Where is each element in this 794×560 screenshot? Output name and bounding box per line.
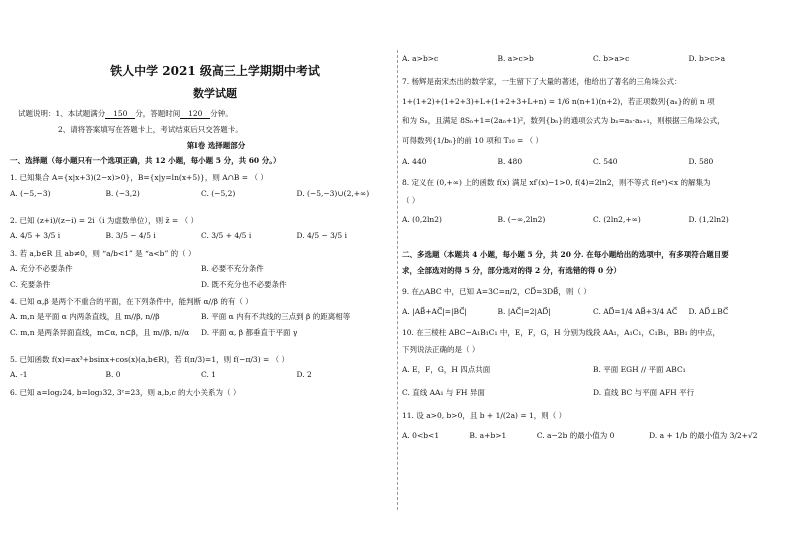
option: C. m,n 是两条异面直线，m⊂α, n⊂β，且 m//β, n//α [10, 327, 190, 337]
question-stem: 8. 定义在 (0,+∞) 上的函数 f(x) 满足 xf′(x)−1>0, f(4)=2ln2，则不等式 f(eˣ)<x 的解集为 [402, 178, 711, 188]
option: C. 540 [593, 156, 618, 166]
option: A. 0<b<1 [402, 430, 440, 440]
option: D. (1,2ln2) [688, 215, 729, 224]
question-line: 下列说法正确的是（ ） [402, 345, 480, 355]
option: A. -1 [10, 370, 28, 380]
option: C. 直线 AA₁ 与 FH 异面 [402, 388, 485, 397]
option: A. E，F，G，H 四点共面 [402, 364, 491, 374]
option-row [402, 157, 784, 166]
option: B. 平面 EGH // 平面 ABC₁ [593, 364, 686, 374]
option: B. (−∞,2ln2) [497, 215, 546, 224]
option: C. a−2b 的最小值为 0 [536, 430, 615, 440]
exam-subtitle: 数学试题 [193, 87, 237, 100]
option: B. (−3,2) [105, 188, 140, 198]
option-row [402, 54, 784, 63]
instruction-1 [18, 109, 392, 119]
option: D. 2 [296, 370, 312, 380]
section-heading: 一、选择题（每小题只有一个选项正确，共 12 小题，每小题 5 分，共 60 分。） [10, 155, 281, 165]
option-row [10, 189, 392, 198]
option-row [402, 307, 784, 316]
question-stem: 11. 设 a>0, b>0，且 b + 1/(2a) = 1，则（ ） [402, 411, 567, 421]
question-stem: 9. 在△ABC 中，已知 A=3C=π/2，CD⃗=3DB⃗，则（ ） [402, 287, 591, 297]
question-stem: 6. 已知 a=log₂24, b=log₃32, 3ᶜ=23，则 a,b,c 的大小关系为（ ） [10, 387, 241, 397]
option: D. 580 [688, 156, 714, 166]
time-value: 120 [180, 109, 210, 119]
exam-title: 铁人中学 2021 级高三上学期期中考试 [110, 64, 320, 78]
option: B. 0 [105, 370, 121, 380]
option: C. 1 [201, 370, 217, 380]
option: B. 必要不充分条件 [201, 264, 264, 274]
score-value: 150 [105, 109, 135, 119]
right-column [402, 52, 784, 440]
option: C. b>a>c [593, 54, 630, 63]
option: A. a>b>c [402, 54, 439, 63]
left-column [10, 52, 392, 397]
question-stem: 3. 若 a,b∈R 且 ab≠0，则 “a/b<1” 是 “a<b” 的（ ） [10, 248, 196, 258]
option: B. 480 [497, 156, 523, 166]
option-grid [10, 264, 392, 289]
option: B. a+b>1 [469, 430, 507, 440]
option: A. m,n 是平面 α 内两条直线，且 m//β, n//β [10, 312, 160, 322]
option-row [402, 431, 784, 440]
question-stem: 4. 已知 α,β 是两个不重合的平面，在下列条件中，能判断 α//β 的有（ ） [10, 296, 253, 306]
option: B. |AC⃗|=2|AD⃗| [497, 306, 551, 316]
option: D. AD⃗⊥BC⃗ [688, 306, 729, 316]
option: A. 充分不必要条件 [10, 264, 73, 274]
option: A. (0,2ln2) [402, 215, 442, 224]
column-divider [397, 50, 398, 510]
option: C. 充要条件 [10, 279, 51, 289]
question-stem: 1. 已知集合 A={x|x+3)(2−x)>0}，B={x|y=ln(x+5)}，则 A∩B = （ ） [10, 173, 268, 183]
option: D. b>c>a [688, 54, 726, 63]
option-grid [10, 312, 392, 337]
question-stem: 10. 在三棱柱 ABC−A₁B₁C₁ 中，E，F，G，H 分别为线段 AA₁，A₁C₁，C₁B₁，BB₁ 的中点， [402, 327, 721, 337]
option: A. 4/5 + 3/5 i [10, 231, 61, 241]
question-line: 可得数列{1/bₙ}的前 10 项和 T₁₀ = （ ） [402, 135, 544, 145]
option: A. |AB⃗+AC⃗|=|BC⃗| [402, 306, 467, 316]
option: B. 平面 α 内有不共线的三点到 β 的距离相等 [201, 312, 351, 322]
option: C. (−5,2) [201, 188, 236, 198]
option: D. 既不充分也不必要条件 [201, 279, 287, 289]
option-grid [402, 365, 784, 398]
section-heading: 二、多选题（本题共 4 小题，每小题 5 分，共 20 分. 在每小题给出的选项中，有多项符合题目要 [402, 250, 729, 260]
question-stem: 5. 已知函数 f(x)=ax³+bsinx+cos(x)(a,b∈R)，若 f(π/3)=1，则 f(−π/3) = （ ） [10, 355, 290, 364]
section-heading-line2: 求，全部选对的得 5 分，部分选对的得 2 分，有选错的得 0 分） [402, 265, 621, 275]
option: C. (2ln2,+∞) [593, 215, 641, 224]
instructions [18, 109, 392, 135]
option-row [10, 370, 392, 379]
option: A. 440 [402, 156, 427, 166]
option: C. AD⃗=1/4 AB⃗+3/4 AC⃗ [593, 306, 678, 316]
option-row [10, 231, 392, 240]
option: C. 3/5 + 4/5 i [201, 231, 252, 241]
option: D. 直线 BC 与平面 AFH 平行 [593, 388, 695, 397]
option: A. (−5,−3) [10, 188, 51, 198]
question-stem: 7. 杨辉是南宋杰出的数学家，一生留下了大量的著述，他给出了著名的三角垛公式： [402, 77, 682, 87]
option: D. (−5,−3)∪(2,+∞) [296, 188, 370, 198]
option: B. 3/5 − 4/5 i [105, 231, 156, 241]
option: D. a + 1/b 的最小值为 3/2+√2 [649, 430, 758, 440]
option: B. a>c>b [497, 54, 534, 63]
option: D. 平面 α, β 都垂直于平面 γ [201, 327, 298, 337]
question-line: 和为 Sₙ，且满足 8Sₙ+1=(2aₙ+1)²，数列{bₙ}的通项公式为 bₙ=aₙ·aₙ₊₁，则根据三角垛公式， [402, 116, 725, 126]
instr1-prefix: 试题说明：1、本试题满分 [18, 108, 106, 118]
instr1-suffix: 分钟。 [210, 108, 233, 118]
option: D. 4/5 − 3/5 i [296, 231, 347, 241]
part-heading: 第Ⅰ卷 选择题部分 [186, 140, 246, 150]
option-row [402, 215, 784, 224]
instr1-mid: 分，答题时间 [135, 108, 181, 118]
question-stem: 2. 已知 (z+i)/(z−i) = 2i（i 为虚数单位），则 z̄ = （ ） [10, 216, 198, 225]
question-line: 1+(1+2)+(1+2+3)+L+(1+2+3+L+n) = 1/6 n(n+1)(n+2)，若正项数列{aₙ}的前 n 项 [402, 96, 715, 106]
question-line: （ ） [402, 195, 420, 205]
instruction-2: 2、请将答案填写在答题卡上，考试结束后只交答题卡。 [58, 125, 243, 135]
